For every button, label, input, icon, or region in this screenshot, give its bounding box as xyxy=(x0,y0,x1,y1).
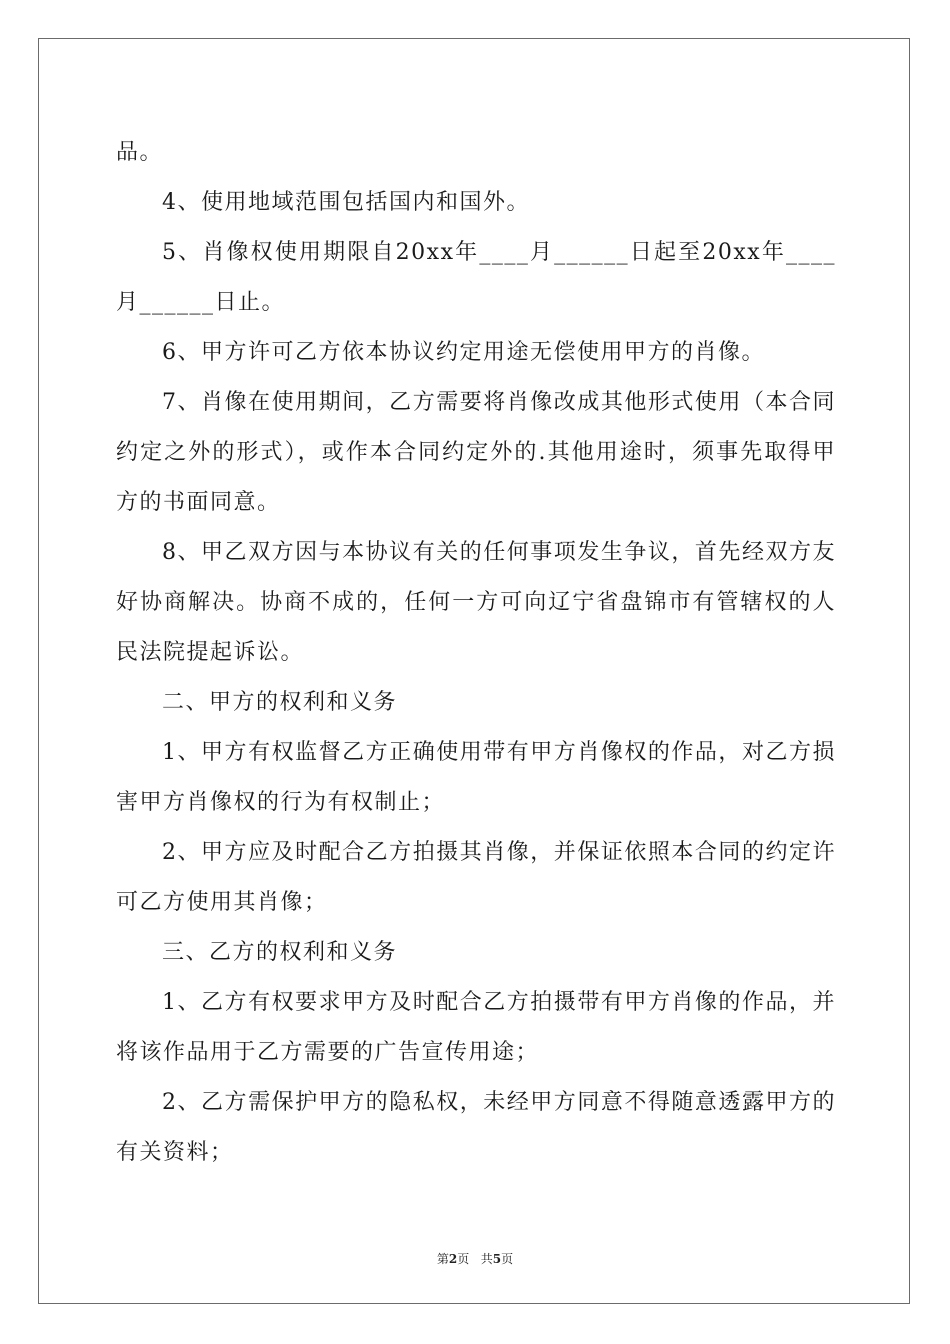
paragraph: 8、甲乙双方因与本协议有关的任何事项发生争议，首先经双方友好协商解决。协商不成的，任何一方可向辽宁省盘锦市有管辖权的人民法院提起诉讼。 xyxy=(116,540,836,665)
section-heading: 三、乙方的权利和义务 xyxy=(162,940,398,965)
paragraph: 1、甲方有权监督乙方正确使用带有甲方肖像权的作品，对乙方损害甲方肖像权的行为有权制止； xyxy=(116,740,836,815)
total-suffix: 页 xyxy=(501,1252,514,1266)
page-footer xyxy=(0,1250,950,1267)
paragraph: 1、乙方有权要求甲方及时配合乙方拍摄带有甲方肖像的作品，并将该作品用于乙方需要的广告宣传用途； xyxy=(116,990,836,1065)
page-suffix: 页 xyxy=(457,1252,470,1266)
paragraph: 4、使用地域范围包括国内和国外。 xyxy=(162,190,530,215)
section-heading: 二、甲方的权利和义务 xyxy=(162,690,398,715)
page-prefix: 第 xyxy=(436,1252,449,1266)
total-pages: 5 xyxy=(492,1252,502,1266)
paragraph: 5、肖像权使用期限自20xx年____月______日起至20xx年____月______日止。 xyxy=(116,240,836,315)
paragraph: 7、肖像在使用期间，乙方需要将肖像改成其他形式使用（本合同约定之外的形式），或作本合同约定外的.其他用途时，须事先取得甲方的书面同意。 xyxy=(116,390,836,515)
paragraph: 2、甲方应及时配合乙方拍摄其肖像，并保证依照本合同的约定许可乙方使用其肖像； xyxy=(116,840,836,915)
paragraph: 6、甲方许可乙方依本协议约定用途无偿使用甲方的肖像。 xyxy=(162,340,765,365)
paragraph: 品。 xyxy=(116,140,164,165)
paragraph: 2、乙方需保护甲方的隐私权，未经甲方同意不得随意透露甲方的有关资料； xyxy=(116,1090,836,1165)
document-body xyxy=(116,128,836,1178)
page-number: 2 xyxy=(448,1252,458,1266)
total-prefix: 共 xyxy=(480,1252,493,1266)
